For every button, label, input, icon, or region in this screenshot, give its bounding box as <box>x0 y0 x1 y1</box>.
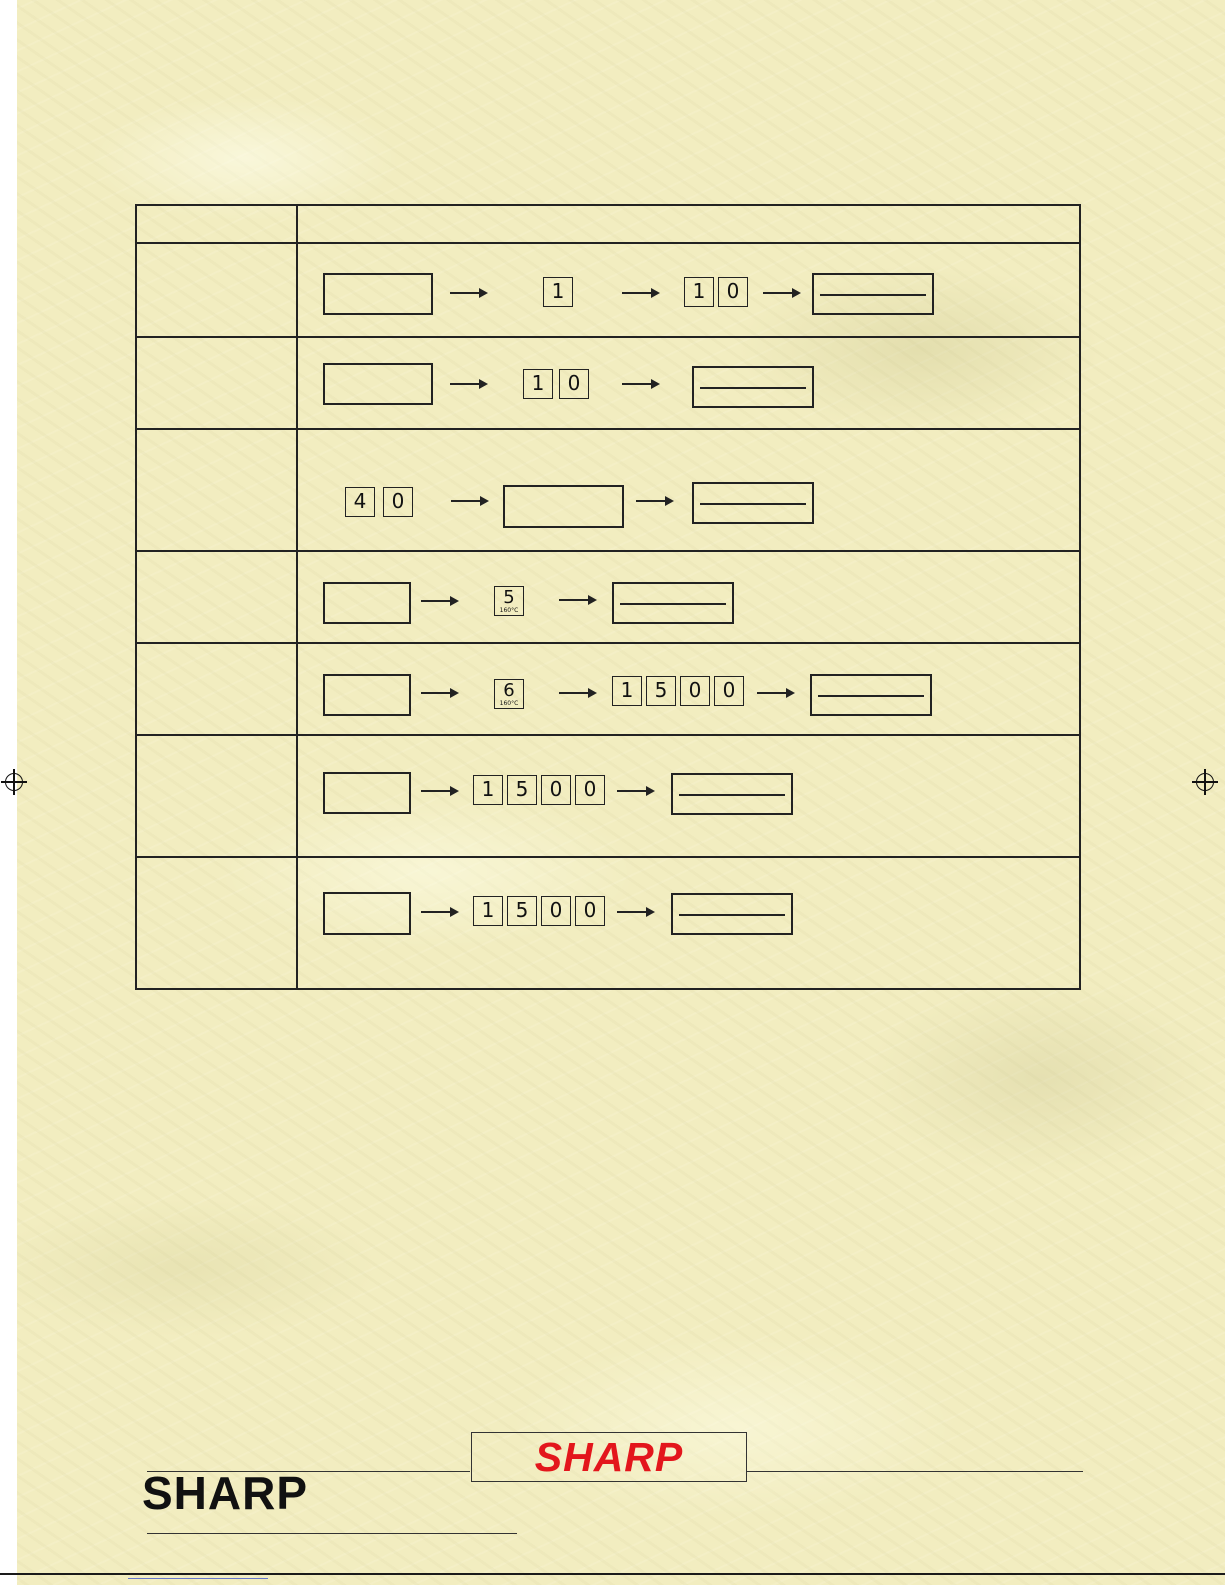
arrow-right-icon <box>559 594 597 606</box>
arrow-right-icon <box>450 378 488 390</box>
row-divider <box>137 336 1079 338</box>
row-divider <box>137 734 1079 736</box>
button-box <box>323 273 433 315</box>
display-box <box>812 273 934 315</box>
display-box <box>612 582 734 624</box>
brand-logo-red: SHARP <box>534 1434 684 1480</box>
key-digit: 1 <box>473 896 503 926</box>
row-divider <box>137 856 1079 858</box>
arrow-right-icon <box>451 495 489 507</box>
header-divider <box>137 242 1079 244</box>
key-digit: 1 <box>684 277 714 307</box>
key-digit: 1 <box>473 775 503 805</box>
button-box <box>323 674 411 716</box>
arrow-right-icon <box>622 378 660 390</box>
arrow-right-icon <box>421 785 459 797</box>
temperature-key <box>494 679 524 709</box>
key-digit: 0 <box>575 896 605 926</box>
key-digit: 1 <box>612 676 642 706</box>
key-digit: 0 <box>383 487 413 517</box>
button-box <box>323 892 411 935</box>
arrow-right-icon <box>421 595 459 607</box>
arrow-right-icon <box>617 785 655 797</box>
button-box <box>503 485 624 528</box>
key-digit: 0 <box>541 775 571 805</box>
arrow-right-icon <box>636 495 674 507</box>
display-box <box>692 366 814 408</box>
display-box <box>692 482 814 524</box>
key-digit: 5 <box>507 896 537 926</box>
key-sublabel: 160°C <box>499 700 519 707</box>
column-divider <box>296 206 298 988</box>
registration-mark-icon <box>1192 769 1218 795</box>
display-box <box>671 773 793 815</box>
button-box <box>323 772 411 814</box>
key-digit: 0 <box>714 676 744 706</box>
key-digit: 5 <box>503 587 515 608</box>
arrow-right-icon <box>757 687 795 699</box>
footer-rule <box>147 1533 517 1534</box>
arrow-right-icon <box>421 906 459 918</box>
row-divider <box>137 550 1079 552</box>
key-digit: 0 <box>718 277 748 307</box>
key-sublabel: 160°C <box>499 607 519 614</box>
display-box <box>810 674 932 716</box>
button-box <box>323 363 433 405</box>
key-digit: 6 <box>503 680 515 701</box>
arrow-right-icon <box>450 287 488 299</box>
key-digit: 0 <box>559 369 589 399</box>
row-divider <box>137 642 1079 644</box>
arrow-right-icon <box>421 687 459 699</box>
key-digit: 0 <box>680 676 710 706</box>
brand-logo-black: SHARP <box>142 1467 309 1519</box>
temperature-key <box>494 586 524 616</box>
key-digit: 1 <box>543 277 573 307</box>
registration-mark-icon <box>1 769 27 795</box>
key-digit: 1 <box>523 369 553 399</box>
key-digit: 4 <box>345 487 375 517</box>
arrow-right-icon <box>617 906 655 918</box>
key-digit: 0 <box>575 775 605 805</box>
row-divider <box>137 428 1079 430</box>
key-digit: 5 <box>507 775 537 805</box>
arrow-right-icon <box>622 287 660 299</box>
arrow-right-icon <box>559 687 597 699</box>
brand-logo-box <box>471 1432 747 1482</box>
arrow-right-icon <box>763 287 801 299</box>
display-box <box>671 893 793 935</box>
page-bottom-border <box>0 1573 1225 1575</box>
footer-rule <box>747 1471 1083 1472</box>
key-digit: 5 <box>646 676 676 706</box>
operation-table <box>135 204 1081 990</box>
link-underline <box>128 1578 268 1579</box>
key-digit: 0 <box>541 896 571 926</box>
button-box <box>323 582 411 624</box>
